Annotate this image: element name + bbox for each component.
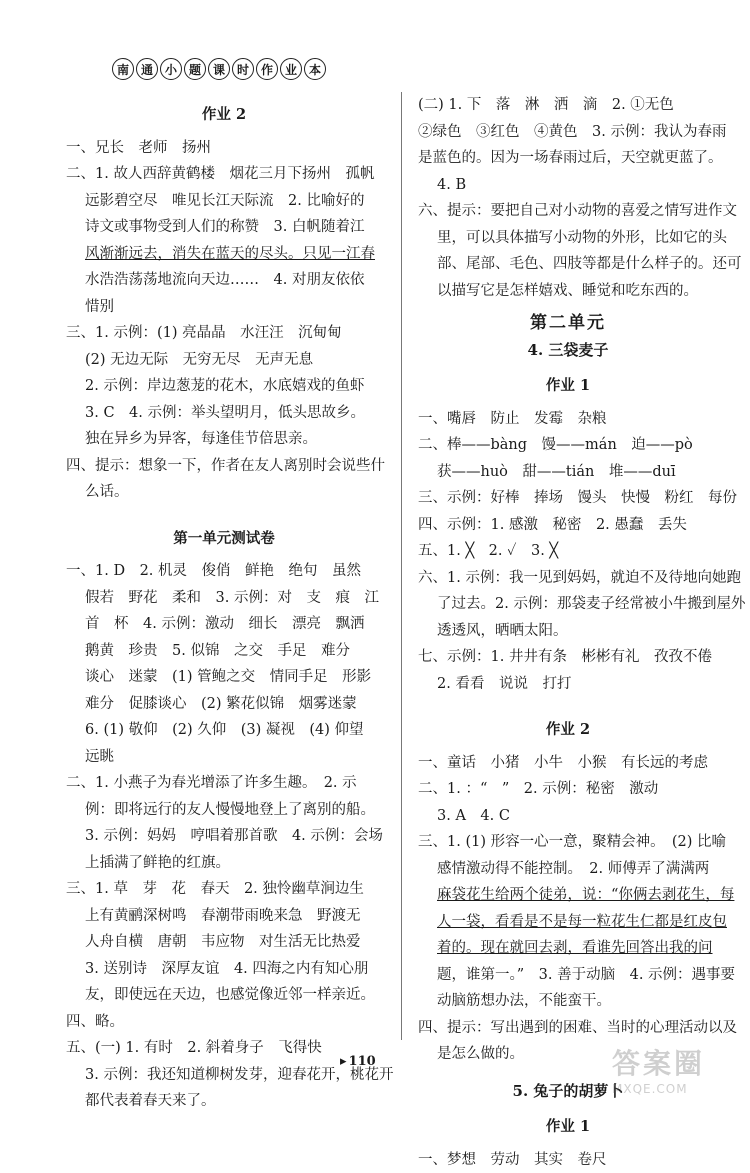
banner-char: 时 — [232, 58, 254, 80]
answer-line: 二、1. 小燕子为春光增添了许多生趣。 2. 示 — [66, 770, 382, 797]
answer-line: 四、提示：想象一下，作者在友人离别时会说些什 — [66, 453, 382, 480]
answer-line: 以描写它是怎样嬉戏、睡觉和吃东西的。 — [418, 278, 718, 305]
answer-line: 都代表着春天来了。 — [66, 1088, 382, 1115]
page-number — [340, 1054, 376, 1069]
answer-line: 一、兄长 老师 扬州 — [66, 135, 382, 162]
answer-line: 四、示例：1. 感激 秘密 2. 愚蠢 丢失 — [418, 512, 718, 539]
watermark-url: MXQE.COM — [612, 1082, 742, 1096]
answer-line: 3. C 4. 示例：举头望明月，低头思故乡。 — [66, 400, 382, 427]
banner-char: 本 — [304, 58, 326, 80]
answer-line: 2. 看看 说说 打打 — [418, 671, 718, 698]
arrow-icon: ▸ — [340, 1054, 347, 1069]
answer-line: 上有黄鹂深树鸣 春潮带雨晚来急 野渡无 — [66, 903, 382, 930]
answer-line: 上插满了鲜艳的红旗。 — [66, 850, 382, 877]
answer-line: 二、1. 故人西辞黄鹤楼 烟花三月下扬州 孤帆 — [66, 161, 382, 188]
lesson-title: 5. 兔子的胡萝卜 — [418, 1078, 718, 1105]
answer-line: ②绿色 ③红色 ④黄色 3. 示例：我认为春雨 — [418, 119, 718, 146]
banner-char: 课 — [208, 58, 230, 80]
answer-line: 6. (1) 敬仰 (2) 久仰 (3) 凝视 (4) 仰望 — [66, 717, 382, 744]
answer-line: 获——huò 甜——tián 堆——duī — [418, 459, 718, 486]
answer-line: 六、1. 示例：我一见到妈妈，就迫不及待地向她跑 — [418, 565, 718, 592]
answer-line: 一、1. D 2. 机灵 俊俏 鲜艳 绝句 虽然 — [66, 558, 382, 585]
answer-line: 难分 促膝谈心 (2) 繁花似锦 烟雾迷蒙 — [66, 691, 382, 718]
answer-line: 四、提示：写出遇到的困难、当时的心理活动以及 — [418, 1015, 718, 1042]
answer-line: 动脑筋想办法，不能蛮干。 — [418, 988, 718, 1015]
answer-line: 了过去。2. 示例：那袋麦子经常被小牛搬到屋外 — [418, 591, 718, 618]
answer-line: 是怎么做的。 — [418, 1041, 718, 1068]
answer-line: 一、嘴唇 防止 发霉 杂粮 — [418, 406, 718, 433]
answer-line: 3. 示例：我还知道柳树发芽，迎春花开，桃花开 — [66, 1062, 382, 1089]
watermark-text: 答案圈 — [612, 1042, 742, 1082]
answer-line: 3. A 4. C — [418, 803, 718, 830]
answer-line: 水浩浩荡荡地流向天边…… 4. 对朋友依依 — [66, 267, 382, 294]
section-title: 第一单元测试卷 — [66, 526, 382, 553]
answer-line: 么话。 — [66, 479, 382, 506]
answer-line: 五、(一) 1. 有时 2. 斜着身子 飞得快 — [66, 1035, 382, 1062]
answer-line: 友，即使远在天边，也感觉像近邻一样亲近。 — [66, 982, 382, 1009]
answer-line: 人一袋，看看是不是每一粒花生仁都是红皮包 — [418, 909, 718, 936]
answer-line: 是蓝色的。因为一场春雨过后，天空就更蓝了。 — [418, 145, 718, 172]
answer-line: 例：即将远行的友人慢慢地登上了离别的船。 — [66, 797, 382, 824]
answer-line: 三、1. 示例：(1) 亮晶晶 水汪汪 沉甸甸 — [66, 320, 382, 347]
answer-line: 假若 野花 柔和 3. 示例：对 支 痕 江 — [66, 585, 382, 612]
answer-line: 一、梦想 劳动 其实 卷尺 — [418, 1147, 718, 1173]
section-title: 作业 2 — [418, 717, 718, 744]
answer-line: 3. 示例：妈妈 哼唱着那首歌 4. 示例：会场 — [66, 823, 382, 850]
answer-line: 六、提示：要把自己对小动物的喜爱之情写进作文 — [418, 198, 718, 225]
answer-line: 远影碧空尽 唯见长江天际流 2. 比喻好的 — [66, 188, 382, 215]
banner-char: 业 — [280, 58, 302, 80]
answer-line: 鹅黄 珍贵 5. 似锦 之交 手足 难分 — [66, 638, 382, 665]
answer-line: 二、1. ：“ ” 2. 示例：秘密 激动 — [418, 776, 718, 803]
section-title: 作业 1 — [418, 1114, 718, 1141]
banner-char: 南 — [112, 58, 134, 80]
section-title: 作业 1 — [418, 373, 718, 400]
lesson-title: 4. 三袋麦子 — [418, 337, 718, 364]
answer-line: 题，谁第一。” 3. 善于动脑 4. 示例：遇事要 — [418, 962, 718, 989]
answer-line: 惜别 — [66, 294, 382, 321]
unit-title: 第二单元 — [418, 310, 718, 337]
answer-line: 诗文或事物受到人们的称赞 3. 白帆随着江 — [66, 214, 382, 241]
answer-line: 三、示例：好棒 捧场 馒头 快慢 粉红 每份 — [418, 485, 718, 512]
answer-line: 2. 示例：岸边葱茏的花木，水底嬉戏的鱼虾 — [66, 373, 382, 400]
answer-line: 透透风，晒晒太阳。 — [418, 618, 718, 645]
book-series-banner — [112, 58, 326, 80]
answer-line: 首 杯 4. 示例：激动 细长 漂亮 飘洒 — [66, 611, 382, 638]
answer-line: 五、1. ╳ 2. ✓ 3. ╳ — [418, 538, 718, 565]
answer-line: 麻袋花生给两个徒弟，说：“你俩去剥花生，每 — [418, 882, 718, 909]
answer-line: (二) 1. 下 落 淋 洒 滴 2. ①无色 — [418, 92, 718, 119]
answer-line: 一、童话 小猪 小牛 小猴 有长远的考虑 — [418, 750, 718, 777]
column-divider — [401, 92, 402, 1040]
answer-line: 感情激动得不能控制。 2. 师傅弄了满满两 — [418, 856, 718, 883]
banner-char: 题 — [184, 58, 206, 80]
answer-line: 四、略。 — [66, 1009, 382, 1036]
banner-char: 小 — [160, 58, 182, 80]
answer-line: 风渐渐远去，消失在蓝天的尽头。只见一江春 — [66, 241, 382, 268]
page-number-text: 110 — [349, 1054, 376, 1069]
answer-line: 部、尾部、毛色、四肢等都是什么样子的。还可 — [418, 251, 718, 278]
answer-line: 独在异乡为异客，每逢佳节倍思亲。 — [66, 426, 382, 453]
answer-line: 远眺 — [66, 744, 382, 771]
banner-char: 通 — [136, 58, 158, 80]
answer-line: 二、棒——bàng 馒——mán 迫——pò — [418, 432, 718, 459]
answer-line: 谈心 迷蒙 (1) 管鲍之交 情同手足 形影 — [66, 664, 382, 691]
answer-line: 三、1. 草 芽 花 春天 2. 独怜幽草涧边生 — [66, 876, 382, 903]
section-title: 作业 2 — [66, 102, 382, 129]
watermark-logo — [612, 1042, 742, 1100]
answer-line: 里，可以具体描写小动物的外形，比如它的头 — [418, 225, 718, 252]
answer-line: 人舟自横 唐朝 韦应物 对生活无比热爱 — [66, 929, 382, 956]
answer-line: 3. 送别诗 深厚友谊 4. 四海之内有知心朋 — [66, 956, 382, 983]
answer-line: 4. B — [418, 172, 718, 199]
banner-char: 作 — [256, 58, 278, 80]
answer-line: 三、1. (1) 形容一心一意，聚精会神。 (2) 比喻 — [418, 829, 718, 856]
right-column — [418, 92, 718, 1173]
answer-line: 七、示例：1. 井井有条 彬彬有礼 孜孜不倦 — [418, 644, 718, 671]
answer-line: 着的。现在就回去剥，看谁先回答出我的问 — [418, 935, 718, 962]
answer-line: (2) 无边无际 无穷无尽 无声无息 — [66, 347, 382, 374]
left-column — [66, 92, 382, 1115]
